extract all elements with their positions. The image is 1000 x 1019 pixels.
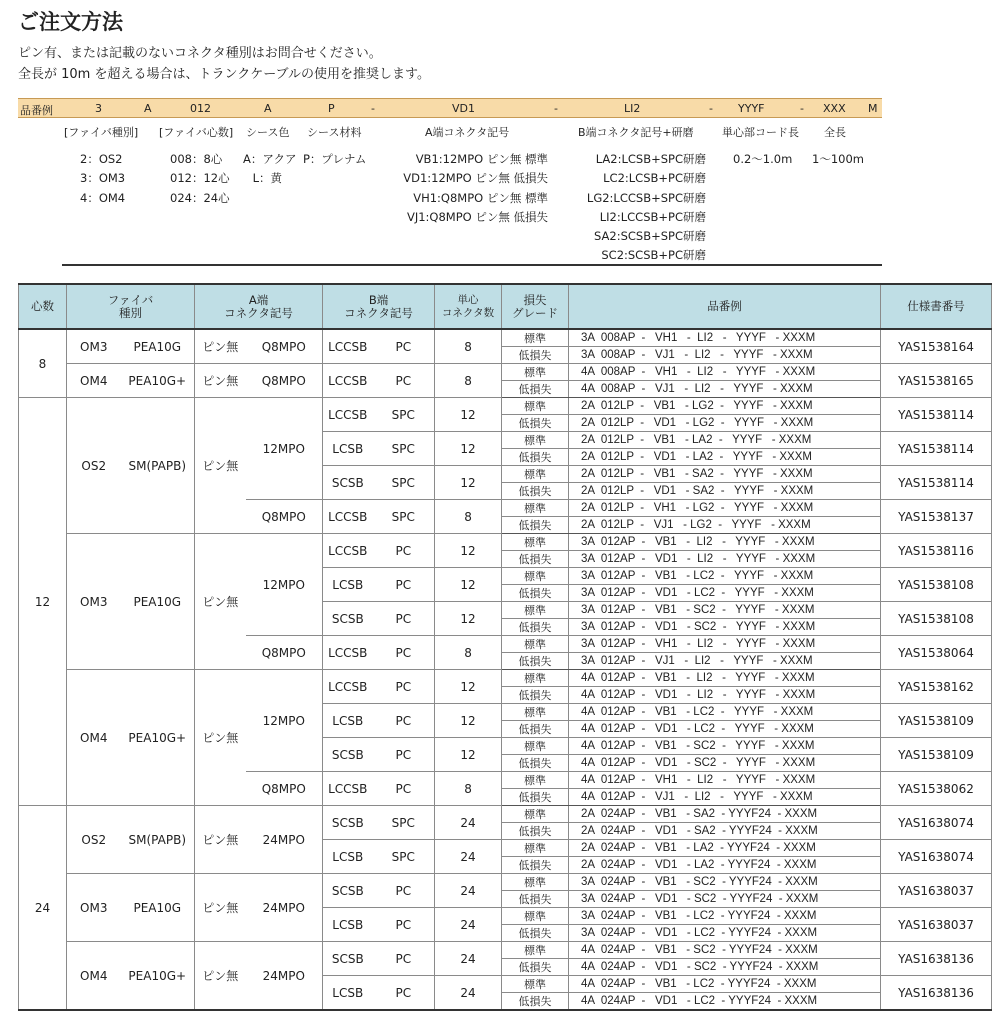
loss-grade: 標準: [502, 704, 569, 721]
single-count: 12: [435, 602, 502, 636]
option: 1～100m: [812, 152, 864, 166]
pin: ピン無: [195, 329, 246, 364]
option: VB1:12MPO ピン無 標準: [415, 152, 548, 166]
example-cell: 2A 012LP - VB1 - LG2 - YYYF - XXXM: [569, 398, 881, 415]
header-loss-grade: 損失 グレード: [502, 284, 569, 329]
fiber-type: OS2: [67, 806, 121, 874]
single-count: 12: [435, 466, 502, 500]
table-row: [19, 874, 992, 891]
field-header: A端コネクタ記号: [425, 126, 510, 139]
option: 4：OM4: [80, 190, 126, 205]
table-row: [19, 329, 992, 347]
loss-grade: 標準: [502, 534, 569, 551]
b-end-connector: LCCSB: [323, 500, 373, 534]
example-cell: 4A 008AP - VH1 - LI2 - YYYF - XXXM: [569, 364, 881, 381]
single-count: 12: [435, 670, 502, 704]
single-count: 12: [435, 398, 502, 432]
loss-grade: 低損失: [502, 517, 569, 534]
example-cell: 2A 024AP - VD1 - LA2 - YYYF24 - XXXM: [569, 857, 881, 874]
single-count: 24: [435, 976, 502, 1011]
loss-grade: 低損失: [502, 551, 569, 568]
polish: PC: [373, 568, 435, 602]
spec-number: YAS1538108: [881, 568, 992, 602]
fiber-type: OM4: [67, 364, 121, 398]
option: VD1:12MPO ピン無 低損失: [403, 171, 548, 186]
table-row: [19, 534, 992, 551]
loss-grade: 標準: [502, 364, 569, 381]
loss-grade: 標準: [502, 942, 569, 959]
loss-grade: 低損失: [502, 755, 569, 772]
b-end-options: [566, 150, 706, 266]
spec-number: YAS1538165: [881, 364, 992, 398]
polish: SPC: [373, 806, 435, 840]
loss-grade: 低損失: [502, 857, 569, 874]
pin: ピン無: [195, 874, 246, 942]
loss-grade: 標準: [502, 840, 569, 857]
loss-grade: 低損失: [502, 347, 569, 364]
b-end-connector: LCCSB: [323, 534, 373, 568]
spec-number: YAS1538064: [881, 636, 992, 670]
example-cell: 4A 008AP - VJ1 - LI2 - YYYF - XXXM: [569, 381, 881, 398]
b-end-connector: LCSB: [323, 840, 373, 874]
single-count: 24: [435, 908, 502, 942]
loss-grade: 低損失: [502, 959, 569, 976]
loss-grade: 標準: [502, 772, 569, 789]
polish: PC: [373, 874, 435, 908]
loss-grade: 標準: [502, 908, 569, 925]
option: 3：OM3: [80, 171, 126, 186]
example-token: -: [371, 102, 375, 115]
field-header: [ファイバ心数]: [159, 126, 234, 139]
b-end-connector: LCSB: [323, 704, 373, 738]
spec-number: YAS1538114: [881, 432, 992, 466]
example-cell: 3A 024AP - VD1 - LC2 - YYYF24 - XXXM: [569, 925, 881, 942]
polish: PC: [373, 670, 435, 704]
spec-number: YAS1538162: [881, 670, 992, 704]
b-end-connector: SCSB: [323, 806, 373, 840]
example-cell: 3A 008AP - VJ1 - LI2 - YYYF - XXXM: [569, 347, 881, 364]
pin: ピン無: [195, 806, 246, 874]
a-end-connector: 12MPO: [246, 670, 323, 772]
example-token: XXX: [823, 102, 846, 115]
a-end-options: [388, 150, 548, 227]
fiber-name: PEA10G: [121, 874, 195, 942]
spec-number: YAS1538116: [881, 534, 992, 568]
b-end-connector: LCCSB: [323, 364, 373, 398]
a-end-connector: Q8MPO: [246, 772, 323, 806]
fiber-type: OM4: [67, 670, 121, 806]
example-token: -: [709, 102, 713, 115]
loss-grade: 標準: [502, 976, 569, 993]
example-cell: 3A 012AP - VD1 - LC2 - YYYF - XXXM: [569, 585, 881, 602]
a-end-connector: 12MPO: [246, 534, 323, 636]
example-field-headers: [0, 122, 900, 142]
single-count: 8: [435, 636, 502, 670]
fiber-name: SM(PAPB): [121, 806, 195, 874]
example-cell: 2A 012LP - VD1 - SA2 - YYYF - XXXM: [569, 483, 881, 500]
loss-grade: 標準: [502, 466, 569, 483]
example-token: 3: [95, 102, 102, 115]
pin: ピン無: [195, 364, 246, 398]
fiber-name: PEA10G: [121, 534, 195, 670]
count-cell: 8: [19, 329, 67, 398]
fiber-name: PEA10G+: [121, 670, 195, 806]
single-count: 8: [435, 364, 502, 398]
loss-grade: 標準: [502, 568, 569, 585]
example-cell: 2A 012LP - VH1 - LG2 - YYYF - XXXM: [569, 500, 881, 517]
b-end-connector: LCSB: [323, 976, 373, 1011]
loss-grade: 低損失: [502, 925, 569, 942]
loss-grade: 低損失: [502, 381, 569, 398]
spec-number: YAS1638136: [881, 942, 992, 976]
a-end-connector: 24MPO: [246, 942, 323, 1011]
polish: PC: [373, 908, 435, 942]
spec-number: YAS1538114: [881, 466, 992, 500]
b-end-connector: LCCSB: [323, 636, 373, 670]
a-end-connector: Q8MPO: [246, 636, 323, 670]
spec-number: YAS1638074: [881, 840, 992, 874]
loss-grade: 低損失: [502, 619, 569, 636]
header-fiber: ファイバ 種別: [67, 284, 195, 329]
example-cell: 2A 024AP - VB1 - SA2 - YYYF24 - XXXM: [569, 806, 881, 823]
loss-grade: 低損失: [502, 415, 569, 432]
example-cell: 3A 012AP - VB1 - SC2 - YYYF - XXXM: [569, 602, 881, 619]
example-cell: 4A 012AP - VJ1 - LI2 - YYYF - XXXM: [569, 789, 881, 806]
b-end-connector: SCSB: [323, 602, 373, 636]
loss-grade: 標準: [502, 874, 569, 891]
polish: PC: [373, 364, 435, 398]
a-end-connector: Q8MPO: [246, 364, 323, 398]
b-end-connector: LCSB: [323, 908, 373, 942]
polish: PC: [373, 602, 435, 636]
header-a-end: A端 コネクタ記号: [195, 284, 323, 329]
option: VH1:Q8MPO ピン無 標準: [413, 190, 548, 205]
fiber-type: OM3: [67, 874, 121, 942]
single-count: 12: [435, 534, 502, 568]
polish: SPC: [373, 500, 435, 534]
single-count: 8: [435, 329, 502, 364]
cord-length-options: [733, 150, 792, 169]
table-row: [19, 364, 992, 381]
loss-grade: 標準: [502, 602, 569, 619]
fiber-type: OS2: [67, 398, 121, 534]
option: SA2:SCSB+SPC研磨: [594, 229, 706, 244]
example-cell: 3A 012AP - VD1 - LI2 - YYYF - XXXM: [569, 551, 881, 568]
example-cell: 3A 012AP - VB1 - LC2 - YYYF - XXXM: [569, 568, 881, 585]
example-cell: 4A 012AP - VD1 - LI2 - YYYF - XXXM: [569, 687, 881, 704]
loss-grade: 標準: [502, 670, 569, 687]
b-end-connector: SCSB: [323, 466, 373, 500]
loss-grade: 標準: [502, 500, 569, 517]
option: VJ1:Q8MPO ピン無 低損失: [406, 209, 548, 224]
single-count: 12: [435, 704, 502, 738]
a-end-connector: Q8MPO: [246, 329, 323, 364]
field-header: B端コネクタ記号+研磨: [578, 126, 694, 139]
option: 024：24心: [170, 190, 230, 205]
fiber-name: PEA10G: [121, 329, 195, 364]
total-length-options: [812, 150, 864, 169]
spec-number: YAS1538137: [881, 500, 992, 534]
polish: SPC: [373, 840, 435, 874]
fiber-type: OM4: [67, 942, 121, 1011]
example-cell: 2A 012LP - VB1 - LA2 - YYYF - XXXM: [569, 432, 881, 449]
example-cell: 2A 012LP - VJ1 - LG2 - YYYF - XXXM: [569, 517, 881, 534]
field-header: 単心部コード長: [722, 126, 799, 139]
page-title: ご注文方法: [18, 10, 123, 34]
example-cell: 4A 012AP - VB1 - LC2 - YYYF - XXXM: [569, 704, 881, 721]
polish: PC: [373, 636, 435, 670]
header-single-count: 単心 コネクタ数: [435, 284, 502, 329]
a-end-connector: 12MPO: [246, 398, 323, 500]
polish: PC: [373, 976, 435, 1011]
example-cell: 3A 012AP - VB1 - LI2 - YYYF - XXXM: [569, 534, 881, 551]
table-row: [19, 942, 992, 959]
loss-grade: 低損失: [502, 789, 569, 806]
single-count: 12: [435, 432, 502, 466]
example-cell: 4A 024AP - VB1 - LC2 - YYYF24 - XXXM: [569, 976, 881, 993]
pin: ピン無: [195, 534, 246, 670]
polish: PC: [373, 738, 435, 772]
sheath-material-options: [303, 150, 366, 169]
field-header: 全長: [824, 126, 846, 139]
example-cell: 4A 024AP - VD1 - SC2 - YYYF24 - XXXM: [569, 959, 881, 976]
b-end-connector: LCSB: [323, 432, 373, 466]
example-cell: 3A 024AP - VB1 - SC2 - YYYF24 - XXXM: [569, 874, 881, 891]
single-count: 24: [435, 942, 502, 976]
loss-grade: 標準: [502, 738, 569, 755]
fiber-type: OM3: [67, 534, 121, 670]
example-token: -: [800, 102, 804, 115]
example-cell: 3A 012AP - VJ1 - LI2 - YYYF - XXXM: [569, 653, 881, 670]
example-token: A: [144, 102, 152, 115]
polish: PC: [373, 942, 435, 976]
example-token: P: [328, 102, 335, 115]
b-end-connector: LCSB: [323, 568, 373, 602]
part-number-example-bar: [18, 98, 882, 118]
example-token: YYYF: [738, 102, 765, 115]
polish: SPC: [373, 432, 435, 466]
count-cell: 24: [19, 806, 67, 1011]
option: P：プレナム: [303, 152, 367, 166]
option: LC2:LCSB+PC研磨: [603, 171, 706, 186]
example-cell: 2A 012LP - VD1 - LA2 - YYYF - XXXM: [569, 449, 881, 466]
b-end-connector: SCSB: [323, 942, 373, 976]
option: SC2:SCSB+PC研磨: [601, 248, 706, 263]
pin: ピン無: [195, 942, 246, 1011]
spec-number: YAS1638136: [881, 976, 992, 1011]
example-cell: 4A 012AP - VD1 - LC2 - YYYF - XXXM: [569, 721, 881, 738]
example-cell: 4A 012AP - VD1 - SC2 - YYYF - XXXM: [569, 755, 881, 772]
b-end-connector: SCSB: [323, 874, 373, 908]
option: L：黄: [252, 171, 282, 186]
table-row: [19, 398, 992, 415]
fiber-name: SM(PAPB): [121, 398, 195, 534]
option: 012：12心: [170, 171, 230, 186]
fiber-type: OM3: [67, 329, 121, 364]
example-cell: 2A 024AP - VD1 - SA2 - YYYF24 - XXXM: [569, 823, 881, 840]
polish: PC: [373, 534, 435, 568]
intro-line: 全長が 10m を超える場合は、トランクケーブルの使用を推奨します。: [18, 67, 431, 82]
option: LG2:LCCSB+SPC研磨: [586, 190, 706, 205]
table-header-row: [19, 284, 992, 329]
example-token: VD1: [452, 102, 475, 115]
header-spec-no: 仕様書番号: [881, 284, 992, 329]
single-count: 8: [435, 772, 502, 806]
b-end-connector: LCCSB: [323, 398, 373, 432]
loss-grade: 低損失: [502, 823, 569, 840]
polish: SPC: [373, 398, 435, 432]
spec-number: YAS1538062: [881, 772, 992, 806]
example-cell: 3A 024AP - VB1 - LC2 - YYYF24 - XXXM: [569, 908, 881, 925]
header-b-end: B端 コネクタ記号: [323, 284, 435, 329]
example-token: M: [868, 102, 878, 115]
single-count: 24: [435, 874, 502, 908]
header-count: 心数: [19, 284, 67, 329]
loss-grade: 標準: [502, 398, 569, 415]
field-header: シース材料: [307, 126, 362, 139]
example-cell: 3A 012AP - VD1 - SC2 - YYYF - XXXM: [569, 619, 881, 636]
example-cell: 3A 012AP - VH1 - LI2 - YYYF - XXXM: [569, 636, 881, 653]
loss-grade: 標準: [502, 329, 569, 347]
sheath-color-options: [243, 150, 295, 189]
option: 0.2～1.0m: [733, 152, 793, 166]
single-count: 12: [435, 738, 502, 772]
option: 2：OS2: [80, 152, 123, 166]
loss-grade: 低損失: [502, 483, 569, 500]
table-row: [19, 670, 992, 687]
b-end-connector: LCCSB: [323, 670, 373, 704]
example-cell: 4A 024AP - VB1 - SC2 - YYYF24 - XXXM: [569, 942, 881, 959]
count-cell: 12: [19, 398, 67, 806]
a-end-connector: Q8MPO: [246, 500, 323, 534]
example-token: 012: [190, 102, 211, 115]
pin: ピン無: [195, 670, 246, 806]
polish: PC: [373, 704, 435, 738]
pin: ピン無: [195, 398, 246, 534]
fiber-name: PEA10G+: [121, 942, 195, 1011]
b-end-connector: SCSB: [323, 738, 373, 772]
example-cell: 2A 012LP - VD1 - LG2 - YYYF - XXXM: [569, 415, 881, 432]
example-token: 品番例: [20, 104, 53, 117]
a-end-connector: 24MPO: [246, 806, 323, 874]
loss-grade: 低損失: [502, 721, 569, 738]
spec-number: YAS1538114: [881, 398, 992, 432]
a-end-connector: 24MPO: [246, 874, 323, 942]
spec-number: YAS1538109: [881, 738, 992, 772]
example-cell: 4A 012AP - VB1 - LI2 - YYYF - XXXM: [569, 670, 881, 687]
example-cell: 3A 008AP - VH1 - LI2 - YYYF - XXXM: [569, 329, 881, 347]
loss-grade: 低損失: [502, 653, 569, 670]
single-count: 24: [435, 806, 502, 840]
b-end-connector: LCCSB: [323, 329, 373, 364]
intro-line: ピン有、または記載のないコネクタ種別はお問合せください。: [18, 46, 382, 61]
field-header: シース色: [246, 126, 290, 139]
spec-number: YAS1638037: [881, 908, 992, 942]
example-cell: 4A 024AP - VD1 - LC2 - YYYF24 - XXXM: [569, 993, 881, 1011]
single-count: 24: [435, 840, 502, 874]
loss-grade: 低損失: [502, 687, 569, 704]
single-count: 8: [435, 500, 502, 534]
example-token: LI2: [624, 102, 641, 115]
spec-number: YAS1538108: [881, 602, 992, 636]
header-example: 品番例: [569, 284, 881, 329]
example-cell: 2A 012LP - VB1 - SA2 - YYYF - XXXM: [569, 466, 881, 483]
spec-number: YAS1638074: [881, 806, 992, 840]
loss-grade: 標準: [502, 806, 569, 823]
polish: SPC: [373, 466, 435, 500]
example-cell: 2A 024AP - VB1 - LA2 - YYYF24 - XXXM: [569, 840, 881, 857]
option: A：アクア: [243, 152, 297, 166]
example-cell: 4A 012AP - VB1 - SC2 - YYYF - XXXM: [569, 738, 881, 755]
b-end-connector: LCCSB: [323, 772, 373, 806]
loss-grade: 低損失: [502, 585, 569, 602]
fiber-count-options: [170, 150, 230, 208]
polish: PC: [373, 772, 435, 806]
field-header: [ファイバ種別]: [64, 126, 139, 139]
spec-number: YAS1538109: [881, 704, 992, 738]
polish: PC: [373, 329, 435, 364]
spec-number: YAS1538164: [881, 329, 992, 364]
option: LI2:LCCSB+PC研磨: [599, 209, 706, 224]
example-divider: [62, 264, 882, 266]
spec-number: YAS1638037: [881, 874, 992, 908]
loss-grade: 低損失: [502, 891, 569, 908]
single-count: 12: [435, 568, 502, 602]
example-cell: 4A 012AP - VH1 - LI2 - YYYF - XXXM: [569, 772, 881, 789]
example-cell: 3A 024AP - VD1 - SC2 - YYYF24 - XXXM: [569, 891, 881, 908]
fiber-name: PEA10G+: [121, 364, 195, 398]
example-token: A: [264, 102, 272, 115]
fiber-type-options: [80, 150, 125, 208]
option: LA2:LCSB+SPC研磨: [595, 152, 706, 166]
table-row: [19, 806, 992, 823]
example-token: -: [554, 102, 558, 115]
loss-grade: 標準: [502, 636, 569, 653]
loss-grade: 低損失: [502, 449, 569, 466]
spec-table: [18, 283, 992, 1011]
option: 008：8心: [170, 152, 223, 166]
loss-grade: 低損失: [502, 993, 569, 1011]
loss-grade: 標準: [502, 432, 569, 449]
